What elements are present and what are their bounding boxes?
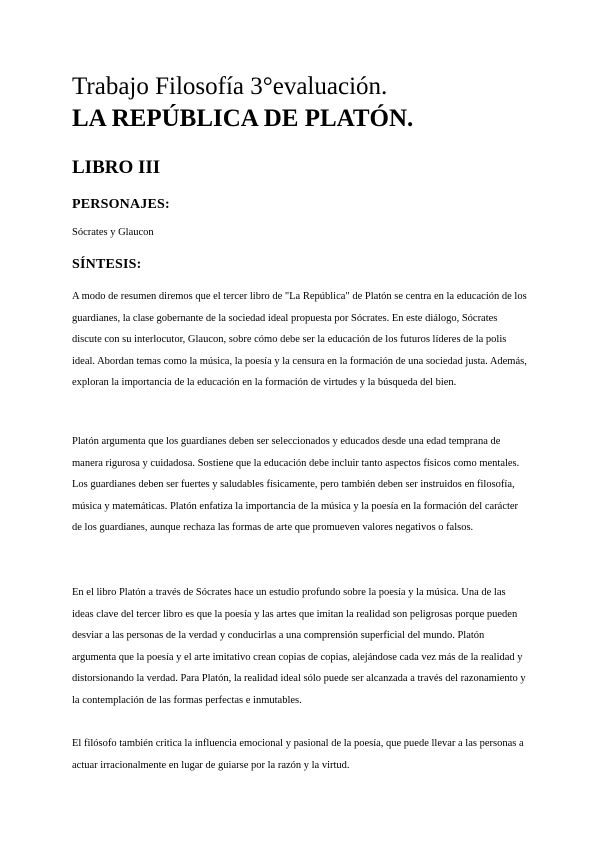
document-title: Trabajo Filosofía 3°evaluación. [72, 73, 388, 100]
paragraph: En el libro Platón a través de Sócrates hace un estudio profundo sobre la poesía y la música. Una de las ideas clave del tercer libro es que la poesía y las artes que imitan la realidad son peligrosas porque pueden desviar a las personas de la verdad y conducirlas a una comprensión superficial del mundo. Platón argumenta que la poesía y el arte imitativo crean copias de copias, alejándose cada vez más de la realidad y distorsionando la verdad. Para Platón, la realidad ideal sólo puede ser alcanzada a través del razonamiento y la contemplación de las formas perfectas e inmutables. [72, 587, 526, 706]
characters-text: Sócrates y Glaucon [72, 227, 154, 238]
synthesis-heading: SÍNTESIS: [72, 257, 142, 272]
paragraph: El filósofo también critica la influencia emocional y pasional de la poesía, que puede llevar a las personas a actuar irracionalmente en lugar de guiarse por la razón y la virtud. [72, 738, 524, 771]
characters-heading: PERSONAJES: [72, 197, 170, 212]
paragraph: A modo de resumen diremos que el tercer libro de "La República" de Platón se centra en la educación de los guardianes, la clase gobernante de la sociedad ideal propuesta por Sócrates. En este diálogo, Sócrates discute con su interlocutor, Glaucon, sobre cómo debe ser la educación de los futuros líderes de la polis ideal. Abordan temas como la música, la poesía y la censura en la formación de una sociedad justa. Además, exploran la importancia de la educación en la formación de virtudes y la búsqueda del bien. [72, 291, 527, 389]
document-subtitle: LA REPÚBLICA DE PLATÓN. [72, 105, 414, 132]
paragraph: Platón argumenta que los guardianes deben ser seleccionados y educados desde una edad temprana de manera rigurosa y cuidadosa. Sostiene que la educación debe incluir tanto aspectos físicos como mentales. Los guardianes deben ser fuertes y saludables físicamente, pero también deben ser instruidos en filosofía, música y matemáticas. Platón enfatiza la importancia de la música y la poesía en la formación del carácter de los guardianes, aunque rechaza las formas de arte que promueven valores negativos o falsos. [72, 436, 520, 534]
book-heading: LIBRO III [72, 157, 161, 178]
